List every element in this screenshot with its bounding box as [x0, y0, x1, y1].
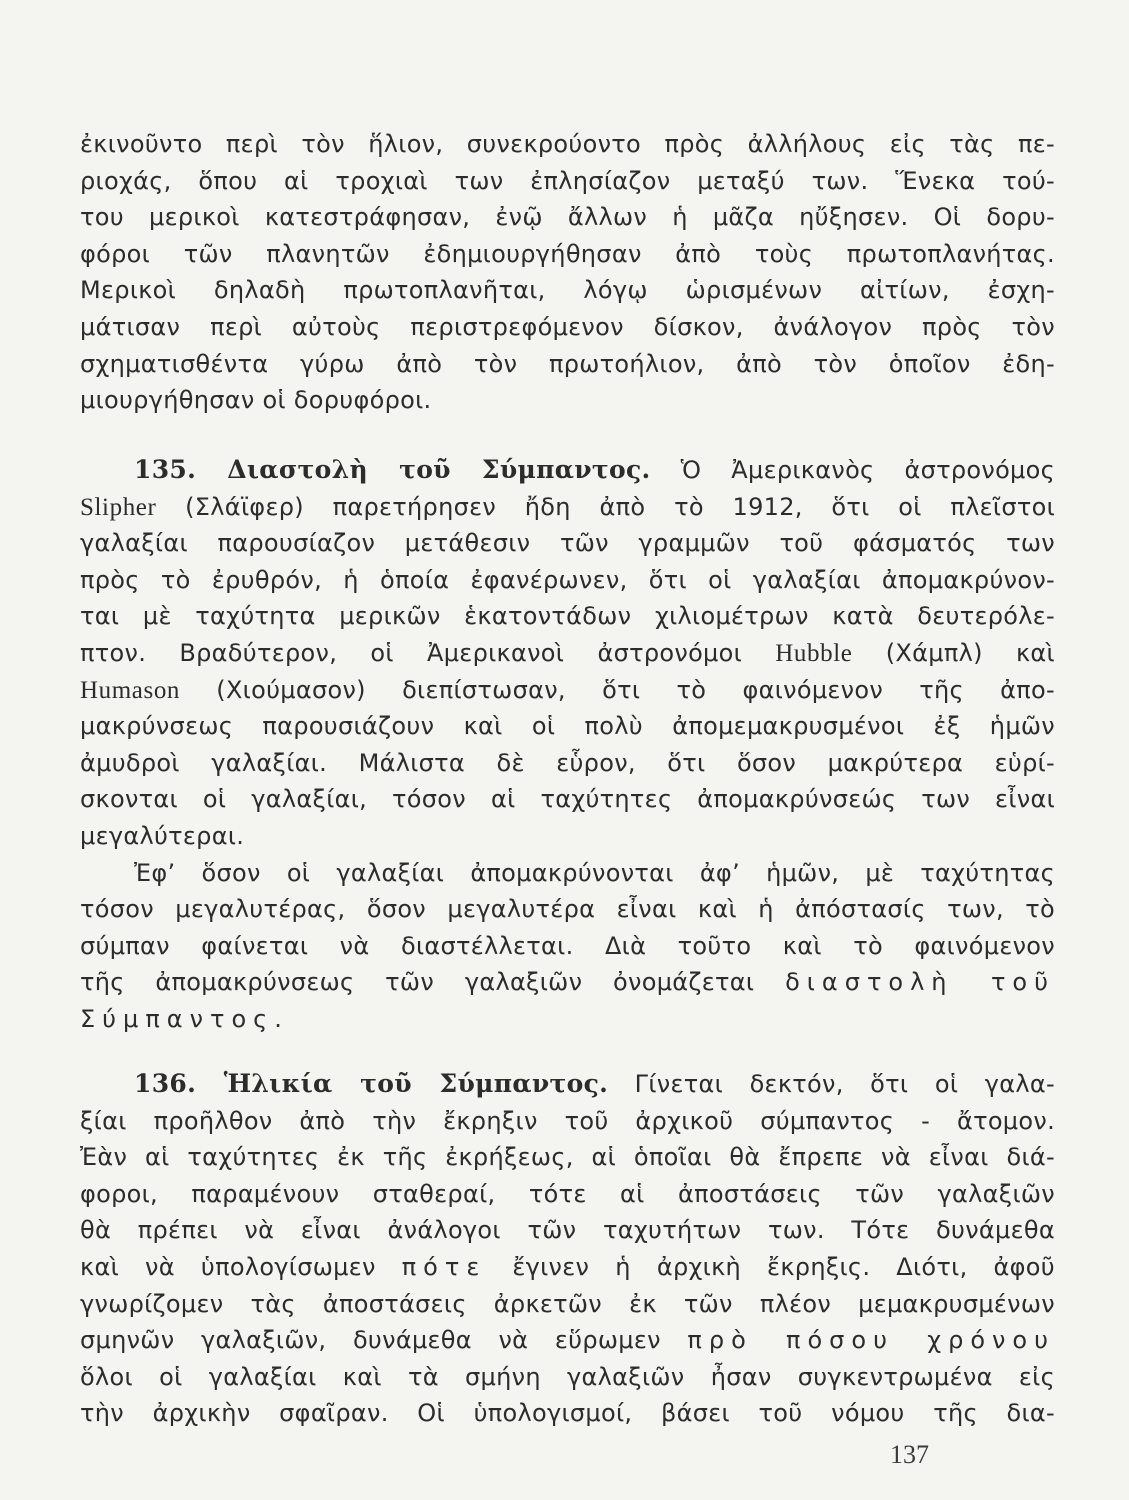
text-line	[80, 635, 1055, 672]
text-segment: Ὁ Ἀμερικανὸς ἀστρονόμος	[680, 456, 1055, 484]
text-line: μακρύνσεως παρουσιάζουν καὶ οἱ πολὺ ἀπομεμακρυσμένοι ἐξ ἡμῶν	[80, 712, 1055, 741]
text-line: Ἐὰν αἱ ταχύτητες ἐκ τῆς ἐκρήξεως, αἱ ὁποῖαι θὰ ἔπρεπε νὰ εἶναι διά-	[80, 1143, 1055, 1172]
section-136	[80, 1066, 1055, 1432]
text-line: Ἐφ’ ὅσον οἱ γαλαξίαι ἀπομακρύνονται ἀφ’ ἡμῶν, μὲ ταχύτητας	[134, 858, 1055, 887]
spaced-term: Σύμπαντος.	[80, 1004, 289, 1033]
text-segment: καὶ νὰ ὑπολογίσωμεν	[80, 1252, 376, 1281]
name-humason: Humason	[80, 676, 181, 704]
text-line: σχηματισθέντα γύρω ἀπὸ τὸν πρωτοήλιον, ἀπὸ τὸν ὁποῖον ἐδη-	[80, 349, 1055, 378]
section-heading: 135. Διαστολὴ τοῦ Σύμπαντος.	[134, 455, 651, 484]
text-segment: σμηνῶν γαλαξιῶν, δυνάμεθα νὰ εὕρωμεν	[80, 1326, 661, 1355]
text-line	[80, 1322, 1055, 1359]
text-line: μεγαλύτεραι.	[80, 821, 245, 850]
paragraph-planets	[80, 126, 1055, 419]
text-line: μιουργήθησαν οἱ δορυφόροι.	[80, 386, 432, 415]
text-segment: τῆς ἀπομακρύνσεως τῶν γαλαξιῶν ὀνομάζεται	[80, 968, 755, 997]
spaced-term: πότε	[401, 1252, 487, 1281]
text-segment: Γίνεται δεκτόν, ὅτι οἱ γαλα-	[634, 1070, 1055, 1098]
text-line: ἀμυδροὶ γαλαξίαι. Μάλιστα δὲ εὗρον, ὅτι ὅσον μακρύτερα εὑρί-	[80, 748, 1055, 777]
section-heading: 136. Ἡλικία τοῦ Σύμπαντος.	[134, 1069, 609, 1098]
text-line: Μερικοὶ δηλαδὴ πρωτοπλανῆται, λόγῳ ὡρισμένων αἰτίων, ἐσχη-	[80, 276, 1055, 305]
text-line	[80, 452, 1055, 489]
text-segment: ἔγινεν ἡ ἀρχικὴ ἔκρηξις. Διότι, ἀφοῦ	[512, 1252, 1055, 1281]
text-line: τὴν ἀρχικὴν σφαῖραν. Οἱ ὑπολογισμοί, βάσει τοῦ νόμου τῆς δια-	[80, 1399, 1055, 1428]
text-segment: (Σλάϊφερ) παρετήρησεν ἤδη ἀπὸ τὸ 1912, ὅτι οἱ πλεῖστοι	[185, 492, 1055, 521]
spaced-term: διαστολὴ τοῦ	[785, 968, 1055, 997]
text-line: τόσον μεγαλυτέρας, ὅσον μεγαλυτέρα εἶναι καὶ ἡ ἀπόστασίς των, τὸ	[80, 895, 1055, 924]
text-line: γαλαξίαι παρουσίαζον μετάθεσιν τῶν γραμμῶν τοῦ φάσματός των	[80, 529, 1055, 558]
text-line: ὅλοι οἱ γαλαξίαι καὶ τὰ σμήνη γαλαξιῶν ἦσαν συγκεντρωμένα εἰς	[80, 1362, 1055, 1391]
text-segment: πτον. Βραδύτερον, οἱ Ἀμερικανοὶ ἀστρονόμοι	[80, 638, 743, 667]
text-line: ται μὲ ταχύτητα μερικῶν ἑκατοντάδων χιλιομέτρων κατὰ δευτερόλε-	[80, 602, 1055, 631]
text-line	[80, 489, 1055, 526]
text-line: πρὸς τὸ ἐρυθρόν, ἡ ὁποία ἐφανέρωνεν, ὅτι οἱ γαλαξίαι ἀπομακρύνον-	[80, 565, 1055, 594]
text-line: ἐκινοῦντο περὶ τὸν ἥλιον, συνεκρούοντο πρὸς ἀλλήλους εἰς τὰς πε-	[80, 130, 1055, 158]
text-line: μάτισαν περὶ αὐτοὺς περιστρεφόμενον δίσκον, ἀνάλογον πρὸς τὸν	[80, 312, 1055, 341]
text-line: φόροι τῶν πλανητῶν ἐδημιουργήθησαν ἀπὸ τοὺς πρωτοπλανήτας.	[80, 239, 1055, 268]
spaced-term: πρὸ πόσου χρόνου	[687, 1326, 1056, 1355]
text-line: ξίαι προῆλθον ἀπὸ τὴν ἔκρηξιν τοῦ ἀρχικοῦ σύμπαντος - ἄτομον.	[80, 1106, 1055, 1135]
text-line	[80, 1001, 1055, 1038]
text-line	[80, 964, 1055, 1001]
text-line	[80, 672, 1055, 709]
page-number: 137	[890, 1440, 929, 1469]
text-line: φοροι, παραμένουν σταθεραί, τότε αἱ ἀποστάσεις τῶν γαλαξιῶν	[80, 1179, 1055, 1208]
text-line: ριοχάς, ὅπου αἱ τροχιαὶ των ἐπλησίαζον μεταξύ των. Ἕνεκα τού-	[80, 166, 1055, 195]
text-line: σκονται οἱ γαλαξίαι, τόσον αἱ ταχύτητες ἀπομακρύνσεώς των εἶναι	[80, 785, 1055, 814]
section-135	[80, 452, 1055, 1038]
text-line	[80, 1066, 1055, 1103]
name-hubble: Hubble	[775, 639, 853, 667]
text-segment: (Χάμπλ) καὶ	[885, 638, 1055, 667]
text-line: σύμπαν φαίνεται νὰ διαστέλλεται. Διὰ τοῦτο καὶ τὸ φαινόμενον	[80, 931, 1055, 960]
text-line	[80, 1249, 1055, 1286]
text-line: γνωρίζομεν τὰς ἀποστάσεις ἀρκετῶν ἐκ τῶν πλέον μεμακρυσμένων	[80, 1289, 1055, 1318]
text-segment: (Χιούμασον) διεπίστωσαν, ὅτι τὸ φαινόμενον τῆς ἀπο-	[216, 675, 1055, 704]
text-line: θὰ πρέπει νὰ εἶναι ἀνάλογοι τῶν ταχυτήτων των. Τότε δυνάμεθα	[80, 1216, 1055, 1245]
name-slipher: Slipher	[80, 493, 157, 521]
text-line: του μερικοὶ κατεστράφησαν, ἐνῷ ἄλλων ἡ μᾶζα ηὔξησεν. Οἱ δορυ-	[80, 203, 1055, 232]
